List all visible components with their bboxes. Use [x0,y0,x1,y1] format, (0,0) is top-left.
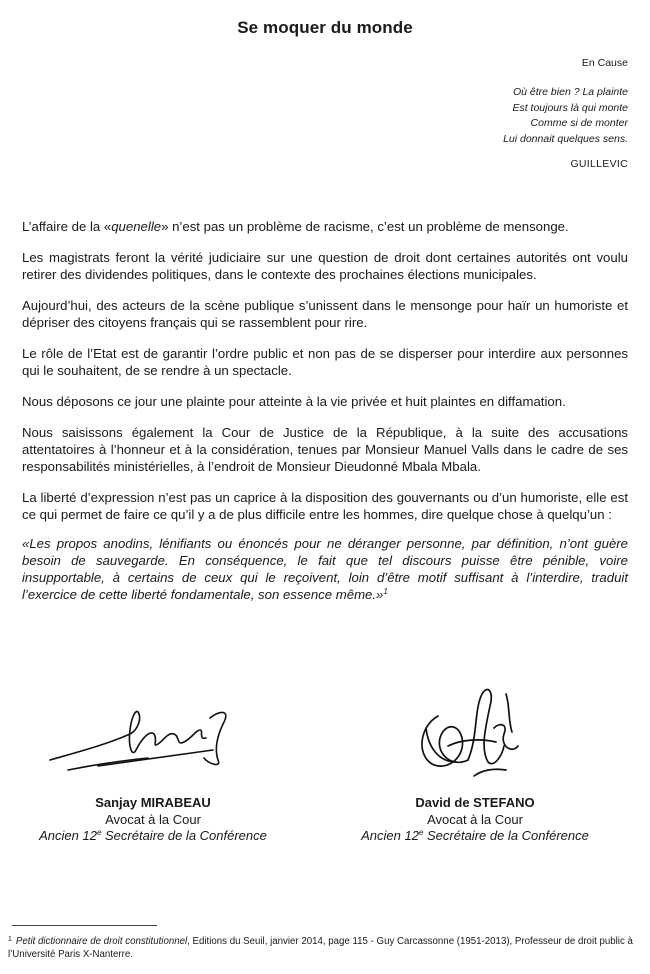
signatory-title [38,828,268,845]
footnote [8,935,640,961]
footnote-number: 1 [8,936,12,943]
title-part: Secrétaire de la Conférence [423,828,589,843]
title-part: Ancien 12 [39,828,97,843]
footnote-text: , Editions du Seuil, janvier 2014, page 115 - Guy Carcassonne (1951-2013), Professeur de droit public à l’Université Paris X-Nanterre. [8,936,633,960]
epigraph-author: GUILLEVIC [570,158,628,170]
paragraph-text: » n’est pas un problème de racisme, c’est un problème de mensonge. [161,219,569,234]
signature-stefano-icon [408,676,528,788]
title-sup: e [418,828,424,837]
poem-line: Lui donnait quelques sens. [503,132,628,145]
title-part: Secrétaire de la Conférence [101,828,267,843]
epigraph-poem [503,85,628,147]
signatory-block [340,795,610,845]
signatory-name: Sanjay MIRABEAU [95,795,211,810]
paragraph-text: L’affaire de la « [22,219,112,234]
signatory-title [340,828,610,845]
page-title: Se moquer du monde [237,18,413,37]
footnote-book-title: Petit dictionnaire de droit constitutionnel [15,936,188,947]
quenelle-term: quenelle [111,219,162,234]
footnote-ref: 1 [383,587,388,596]
paragraph: Aujourd’hui, des acteurs de la scène publique s’unissent dans le mensonge pour haïr un humoriste et dépriser des citoyens français qui se rassemblent pour rire. [22,298,628,330]
signatory-role: Avocat à la Cour [427,811,523,827]
paragraph: La liberté d’expression n’est pas un caprice à la disposition des gouvernants ou d’un humoriste, elle est ce qui permet de faire ce qu’il y a de plus difficile entre les hommes, dire quelque chose à quelqu’un : [22,490,628,522]
paragraph: Nous saisissons également la Cour de Justice de la République, à la suite des accusations attentatoires à l’honneur et à la considération, tenues par Monsieur Manuel Valls dans le cadre de ses responsabilités ministérielles, à l’endroit de Monsieur Dieudonné Mbala Mbala. [22,425,628,474]
poem-line: Comme si de monter [530,117,628,129]
footnote-divider [12,925,157,926]
poem-line: Où être bien ? La plainte [513,86,628,98]
paragraph: Le rôle de l’Etat est de garantir l’ordre public et non pas de se disperser pour interdire aux personnes qui le souhaitent, de se rendre à un spectacle. [22,346,628,378]
quotation [22,535,628,603]
title-part: Ancien 12 [361,828,419,843]
paragraph [22,218,628,235]
title-sup: e [96,828,102,837]
paragraph: Nous déposons ce jour une plainte pour atteinte à la vie privée et huit plaintes en diffamation. [22,394,566,409]
signatory-block [38,795,268,845]
signatory-role: Avocat à la Cour [105,811,201,827]
poem-line: Est toujours là qui monte [512,101,628,114]
quotation-text: «Les propos anodins, lénifiants ou énoncés pour ne déranger personne, par définition, n’ont guère besoin de sauvegarde. En conséquence, le fait que tel discours puisse être pénible, voire insupportable, à certains de ceux qui le reçoivent, loin d’être motif suffisant à l’interdire, traduit l’exercice de cette liberté fondamentale, son essence même.» [22,536,628,602]
signature-mirabeau-icon [38,700,253,785]
signatory-name: David de STEFANO [415,795,535,810]
paragraph: Les magistrats feront la vérité judiciaire sur une question de droit dont certaines autorités ont voulu retirer des dividendes politiques, dans le contexte des prochaines élections municipales. [22,250,628,282]
epigraph-heading: En Cause [581,57,628,69]
letter-body [22,218,628,617]
